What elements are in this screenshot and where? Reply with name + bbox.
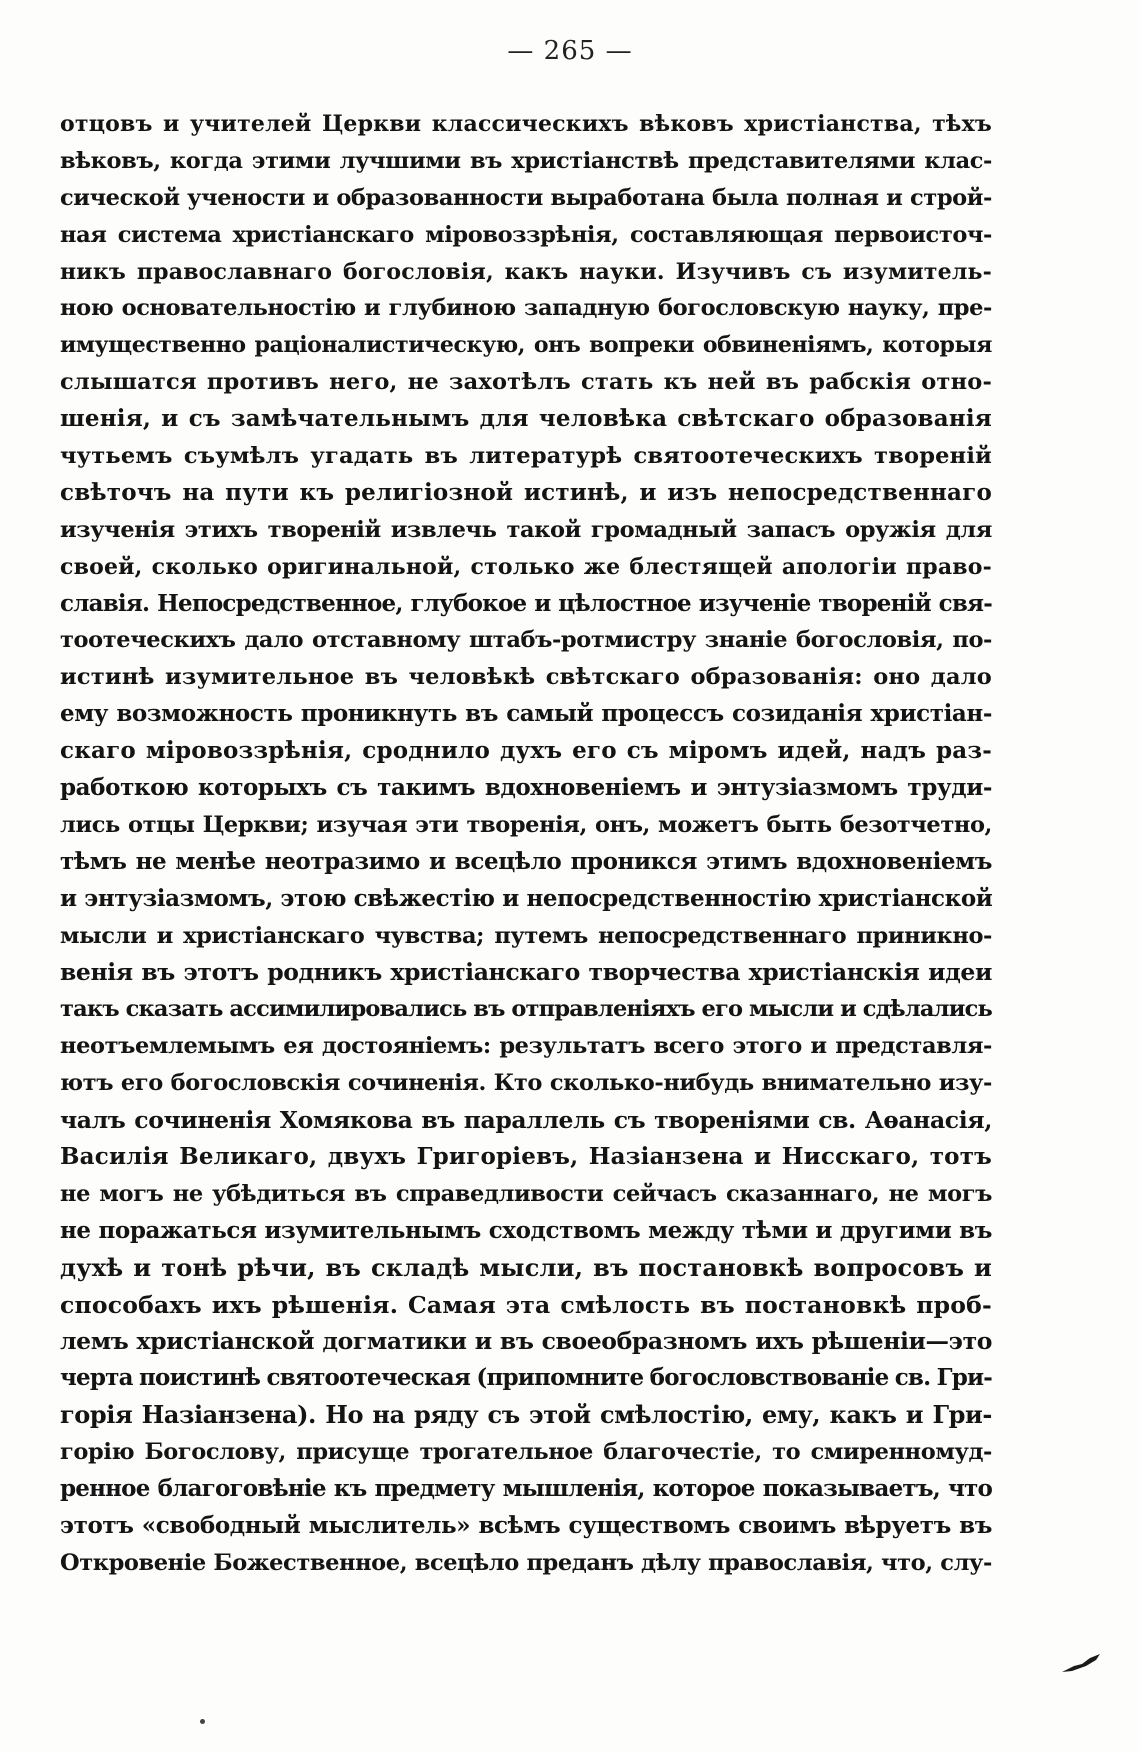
body-text: [60, 106, 992, 1582]
text-line: способахъ ихъ рѣшенія. Самая эта смѣлость въ постановкѣ проб-: [60, 1290, 992, 1319]
text-line: имущественно раціоналистическую, онъ вопреки обвиненіямъ, которыя: [60, 332, 992, 359]
text-line: мысли и христіанскаго чувства; путемъ непосредственнаго приникно-: [60, 922, 992, 949]
text-line: не поражаться изумительнымъ сходствомъ между тѣми и другими въ: [60, 1216, 992, 1244]
text-line: и энтузіазмомъ, этою свѣжестію и непосредственностію христіанской: [60, 884, 993, 912]
text-line: ренное благоговѣніе къ предмету мышленія, которое показываетъ, что: [60, 1474, 992, 1502]
text-line: этотъ «свободный мыслитель» всѣмъ существомъ своимъ вѣруетъ въ: [60, 1511, 992, 1539]
text-line: никъ православнаго богословія, какъ науки. Изучивъ съ изумитель-: [60, 258, 992, 285]
text-line: тѣмъ не менѣе неотразимо и всецѣло проникся этимъ вдохновеніемъ: [60, 847, 992, 875]
text-line: лемъ христіанской догматики и въ своеобразномъ ихъ рѣшеніи—это: [60, 1327, 992, 1356]
text-line: лись отцы Церкви; изучая эти творенія, онъ, можетъ быть безотчетно,: [60, 811, 992, 838]
ink-dot: [200, 1719, 205, 1724]
text-line: славія. Непосредственное, глубокое и цѣлостное изученіе твореній свя-: [60, 589, 992, 617]
text-line: свѣточъ на пути къ религіозной истинѣ, и изъ непосредственнаго: [60, 478, 992, 506]
text-line: изученія этихъ твореній извлечь такой громадный запасъ оружія для: [60, 516, 992, 543]
text-line: Василія Великаго, двухъ Григоріевъ, Назіанзена и Нисскаго, тотъ: [60, 1142, 992, 1170]
text-line: шенія, и съ замѣчательнымъ для человѣка свѣтскаго образованія: [60, 405, 992, 433]
text-line: чутьемъ съумѣлъ угадать въ литературѣ святоотеческихъ твореній: [60, 443, 992, 470]
text-line: горію Богослову, присуще трогательное благочестіе, то смиренномуд-: [60, 1439, 992, 1466]
text-line: Откровеніе Божественное, всецѣло преданъ дѣлу православія, что, слу-: [60, 1549, 992, 1576]
text-line: работкою которыхъ съ такимъ вдохновеніемъ и энтузіазмомъ труди-: [60, 774, 992, 802]
text-line: не могъ не убѣдиться въ справедливости сейчасъ сказаннаго, не могъ: [60, 1180, 992, 1207]
text-line: вѣковъ, когда этими лучшими въ христіанствѣ представителями клас-: [60, 147, 992, 174]
text-line: горія Назіанзена). Но на ряду съ этой смѣлостію, ему, какъ и Гри-: [60, 1400, 992, 1430]
text-line: истинѣ изумительное въ человѣкѣ свѣтскаго образованія: оно дало: [60, 664, 992, 691]
text-line: отцовъ и учителей Церкви классическихъ вѣковъ христіанства, тѣхъ: [60, 111, 992, 137]
text-line: сической учености и образованности выработана была полная и строй-: [60, 184, 992, 211]
text-line: черта поистинѣ святоотеческая (припомните богословствованіе св. Гри-: [60, 1364, 992, 1392]
text-line: ная система христіанскаго міровоззрѣнія, составляющая первоисточ-: [60, 221, 992, 248]
text-line: скаго міровоззрѣнія, сроднило духъ его съ міромъ идей, надъ раз-: [60, 737, 992, 765]
text-line: такъ сказать ассимилировались въ отправленіяхъ его мысли и сдѣлались: [60, 996, 992, 1023]
text-line: тоотеческихъ дало отставному штабъ-ротмистру знаніе богословія, по-: [60, 627, 992, 654]
text-line: своей, сколько оригинальной, столько же блестящей апологіи право-: [60, 553, 992, 580]
text-line: слышатся противъ него, не захотѣлъ стать къ ней въ рабскія отно-: [60, 369, 992, 396]
text-line: духѣ и тонѣ рѣчи, въ складѣ мысли, въ постановкѣ вопросовъ и: [60, 1252, 992, 1282]
text-line: ему возможность проникнуть въ самый процессъ созиданія христіан-: [60, 700, 992, 728]
page-number: — 265 —: [507, 36, 633, 66]
text-line: чалъ сочиненія Хомякова въ параллель съ твореніями св. Аѳанасія,: [60, 1106, 992, 1135]
text-line: неотъемлемымъ ея достояніемъ: результатъ всего этого и представля-: [60, 1033, 992, 1060]
text-line: венія въ этотъ родникъ христіанскаго творчества христіанскія идеи: [60, 958, 992, 987]
text-line: ютъ его богословскія сочиненія. Кто сколько-нибудь внимательно изу-: [60, 1070, 992, 1097]
text-line: ною основательностію и глубиною западную богословскую науку, пре-: [60, 295, 992, 322]
ink-smudge: [1060, 1652, 1104, 1674]
